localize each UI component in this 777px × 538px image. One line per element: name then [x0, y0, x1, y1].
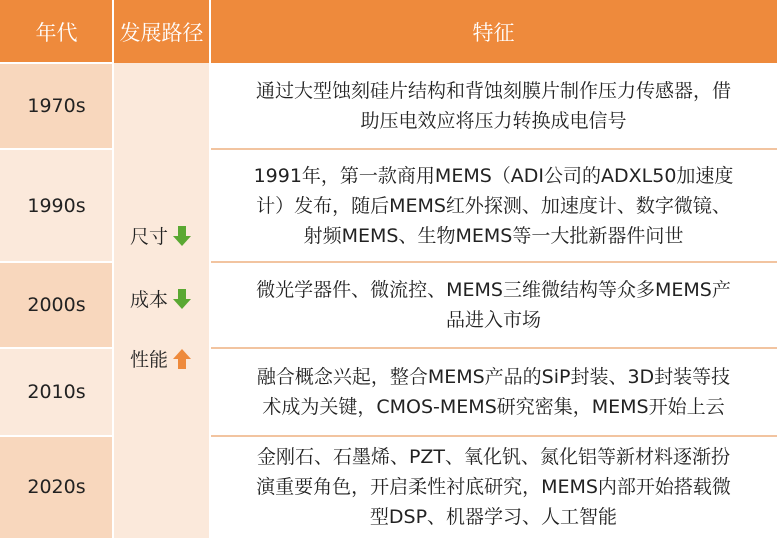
- era-cell-2000s: 2000s: [0, 262, 113, 348]
- feature-cell-2020s: [210, 436, 777, 538]
- column-divider: [112, 0, 114, 538]
- feature-line: 射频MEMS、生物MEMS等一大批新器件问世: [303, 224, 684, 247]
- row-divider: [0, 261, 113, 263]
- era-cell-2020s: 2020s: [0, 436, 113, 538]
- feature-line: 金刚石、石墨烯、PZT、氧化钒、氮化铝等新材料逐渐扮: [256, 446, 731, 468]
- feature-line: 品进入市场: [445, 309, 541, 331]
- feature-cell-1970s: [210, 63, 777, 149]
- header-era: 年代: [0, 0, 113, 63]
- row-divider: [0, 347, 113, 349]
- header-features: 特征: [210, 0, 777, 63]
- row-divider: [0, 435, 113, 437]
- row-divider: [211, 261, 777, 263]
- feature-cell-2000s: [210, 262, 777, 348]
- feature-line: 融合概念兴起，整合MEMS产品的SiP封装、3D封装等技: [256, 366, 731, 388]
- header-path: 发展路径: [113, 0, 210, 63]
- up-arrow-icon: [172, 348, 192, 370]
- down-arrow-icon: [172, 225, 192, 247]
- feature-line: 助压电效应将压力转换成电信号: [360, 110, 627, 132]
- feature-cell-2010s: [210, 348, 777, 436]
- feature-line: 演重要角色，开启柔性衬底研究，MEMS内部开始搭载微: [256, 476, 731, 498]
- feature-line: 通过大型蚀刻硅片结构和背蚀刻膜片制作压力传感器，借: [255, 80, 731, 102]
- row-divider: [211, 435, 777, 437]
- feature-line: 术成为关键，CMOS-MEMS研究密集，MEMS开始上云: [262, 396, 725, 418]
- path-label-performance: [130, 345, 192, 372]
- era-cell-1990s: 1990s: [0, 149, 113, 262]
- feature-line: 微光学器件、微流控、MEMS三维微结构等众多MEMS产: [256, 279, 731, 301]
- row-divider: [211, 148, 777, 150]
- row-divider: [0, 62, 113, 64]
- feature-line: 1991年，第一款商用MEMS（ADI公司的ADXL50加速度: [253, 164, 734, 187]
- row-divider: [0, 148, 113, 150]
- path-label-text: 尺寸: [130, 226, 169, 248]
- era-cell-2010s: 2010s: [0, 348, 113, 436]
- era-cell-1970s: 1970s: [0, 63, 113, 149]
- feature-line: 型DSP、机器学习、人工智能: [369, 506, 618, 528]
- feature-cell-1990s: [210, 149, 777, 262]
- feature-line: 计）发布，随后MEMS红外探测、加速度计、数字微镜、: [256, 194, 731, 217]
- path-label-cost: [130, 285, 192, 312]
- path-label-text: 成本: [130, 289, 169, 311]
- row-divider: [211, 347, 777, 349]
- path-label-size: [130, 222, 192, 249]
- down-arrow-icon: [172, 288, 192, 310]
- column-divider: [209, 0, 211, 538]
- path-label-text: 性能: [130, 349, 169, 371]
